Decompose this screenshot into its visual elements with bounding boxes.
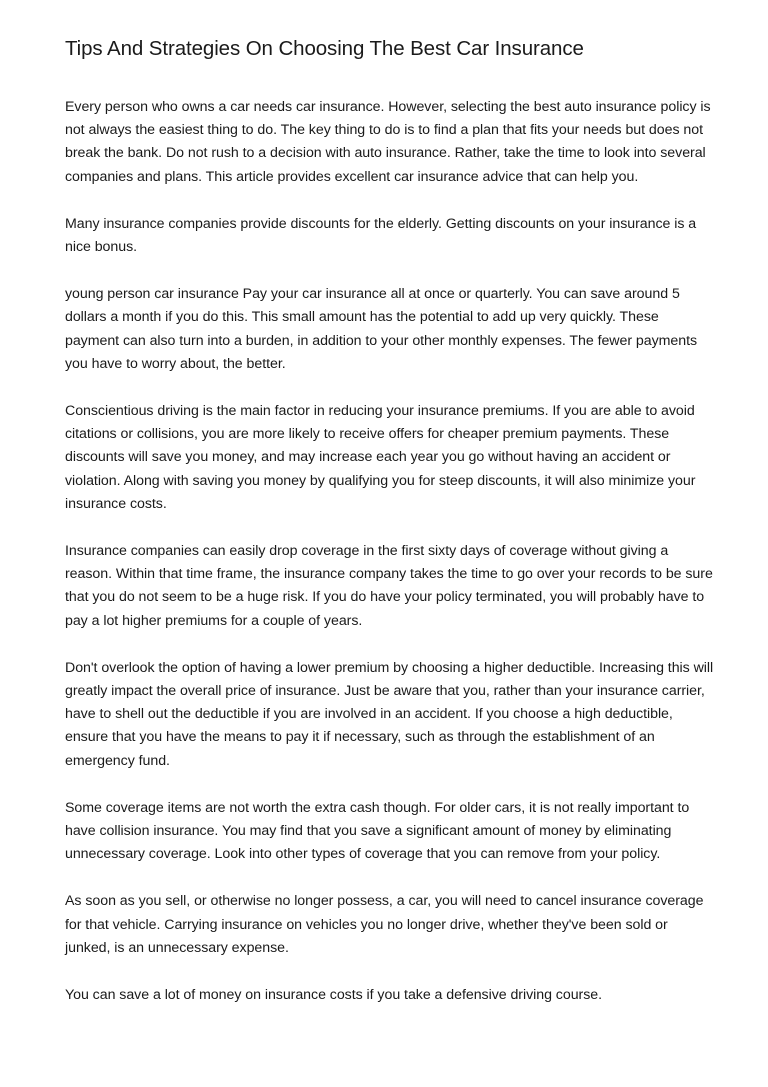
- paragraph-intro: Every person who owns a car needs car insurance. However, selecting the best auto insurance policy is not always the easiest thing to do. The key thing to do is to find a plan that fits your needs but does not break the bank. Do not rush to a decision with auto insurance. Rather, take the time to look into several companies and plans. This article provides excellent car insurance advice that can help you.: [65, 99, 711, 185]
- page-title: Tips And Strategies On Choosing The Best Car Insurance: [65, 37, 584, 60]
- paragraph-coverage-drop: Insurance companies can easily drop coverage in the first sixty days of coverage without giving a reason. Within that time frame, the insurance company takes the time to go over your records to be sure that you do not seem to be a huge risk. If you do have your policy terminated, you will probably have to pay a lot higher premiums for a couple of years.: [65, 543, 713, 629]
- paragraph-elderly-discounts: Many insurance companies provide discounts for the elderly. Getting discounts on your insurance is a nice bonus.: [65, 215, 697, 256]
- paragraph-defensive-driving: You can save a lot of money on insurance costs if you take a defensive driving course.: [65, 987, 602, 1004]
- paragraph-cancel-insurance: As soon as you sell, or otherwise no longer possess, a car, you will need to cancel insurance coverage for that vehicle. Carrying insurance on vehicles you no longer drive, whether they've been sold or junked, is an unnecessary expense.: [65, 893, 704, 956]
- paragraph-conscientious-driving: Conscientious driving is the main factor in reducing your insurance premiums. If you are able to avoid citations or collisions, you are more likely to receive offers for cheaper premium payments. These discounts will save you money, and may increase each year you go without having an accident or violation. Along with saving you money by qualifying you for steep discounts, it will also minimize your insurance costs.: [65, 403, 696, 512]
- paragraph-deductible: Don't overlook the option of having a lower premium by choosing a higher deductible. Increasing this will greatly impact the overall price of insurance. Just be aware that you, rather than your insurance carrier, have to shell out the deductible if you are involved in an accident. If you choose a high deductible, ensure that you have the means to pay it if necessary, such as through the establishment of an emergency fund.: [65, 659, 714, 769]
- document-page: [65, 36, 715, 1031]
- paragraph-coverage-items: Some coverage items are not worth the extra cash though. For older cars, it is not really important to have collision insurance. You may find that you save a significant amount of money by eliminating unnecessary coverage. Look into other types of coverage that you can remove from your policy.: [65, 799, 690, 863]
- paragraph-payment-frequency: young person car insurance Pay your car insurance all at once or quarterly. You can save around 5 dollars a month if you do this. This small amount has the potential to add up very quickly. These payment can also turn into a burden, in addition to your other monthly expenses. The fewer payments you have to worry about, the better.: [65, 286, 698, 372]
